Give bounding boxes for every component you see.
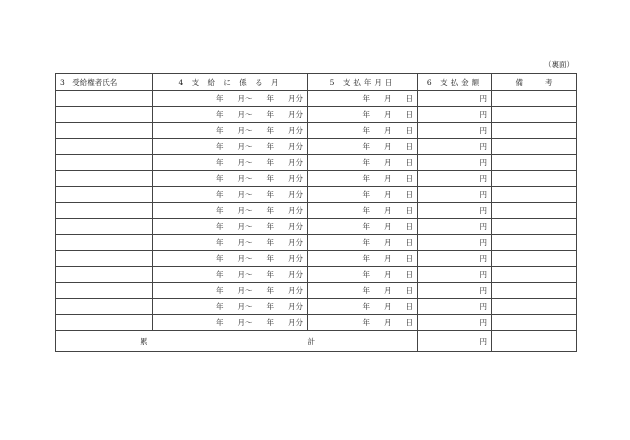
pay-month: 月 <box>384 94 392 103</box>
pay-day: 日 <box>405 302 413 311</box>
period-year-to: 年 <box>266 222 274 231</box>
payment-date-cell[interactable] <box>308 155 418 171</box>
recipient-name-cell[interactable] <box>56 123 153 139</box>
period-year-to: 年 <box>266 286 274 295</box>
remarks-cell[interactable] <box>492 251 577 267</box>
period-year: 年 <box>216 286 224 295</box>
payment-amount-cell[interactable]: 円 <box>418 155 492 171</box>
table-row <box>56 219 577 235</box>
pay-year: 年 <box>362 286 370 295</box>
pay-year: 年 <box>362 206 370 215</box>
table-row <box>56 299 577 315</box>
period-year: 年 <box>216 126 224 135</box>
table-row <box>56 267 577 283</box>
period-month-to: 月分 <box>288 222 303 231</box>
payment-date-cell[interactable] <box>308 235 418 251</box>
payment-period-cell[interactable] <box>153 91 308 107</box>
pay-year: 年 <box>362 270 370 279</box>
period-year: 年 <box>216 238 224 247</box>
period-month-from: 月～ <box>237 302 253 311</box>
table-row <box>56 235 577 251</box>
header-payment-amount: 6 支払金額 <box>418 74 492 91</box>
remarks-cell[interactable] <box>492 187 577 203</box>
pay-month: 月 <box>384 206 392 215</box>
pay-year: 年 <box>362 158 370 167</box>
period-month-to: 月分 <box>288 302 303 311</box>
payment-amount-cell[interactable]: 円 <box>418 91 492 107</box>
remarks-cell[interactable] <box>492 123 577 139</box>
period-month-from: 月～ <box>237 286 253 295</box>
pay-year: 年 <box>362 238 370 247</box>
pay-month: 月 <box>384 222 392 231</box>
table-row <box>56 283 577 299</box>
period-month-to: 月分 <box>288 270 303 279</box>
payment-date-cell[interactable] <box>308 267 418 283</box>
pay-day: 日 <box>405 222 413 231</box>
pay-day: 日 <box>405 286 413 295</box>
pay-year: 年 <box>362 94 370 103</box>
period-month-from: 月～ <box>237 126 253 135</box>
table-row <box>56 171 577 187</box>
recipient-name-cell[interactable] <box>56 139 153 155</box>
payment-period-cell[interactable] <box>153 219 308 235</box>
payment-amount-cell[interactable]: 円 <box>418 203 492 219</box>
payment-period-cell[interactable] <box>153 251 308 267</box>
period-year: 年 <box>216 222 224 231</box>
pay-year: 年 <box>362 302 370 311</box>
payment-ledger-table <box>55 73 577 352</box>
period-month-from: 月～ <box>237 318 253 327</box>
total-label-char-2: 計 <box>307 336 315 346</box>
period-month-to: 月分 <box>288 126 303 135</box>
table-row <box>56 107 577 123</box>
period-month-to: 月分 <box>288 94 303 103</box>
remarks-cell[interactable] <box>492 299 577 315</box>
pay-month: 月 <box>384 302 392 311</box>
recipient-name-cell[interactable] <box>56 91 153 107</box>
payment-date-cell[interactable] <box>308 123 418 139</box>
payment-period-cell[interactable] <box>153 139 308 155</box>
payment-period-cell[interactable] <box>153 235 308 251</box>
payment-date-cell[interactable] <box>308 171 418 187</box>
total-amount-cell[interactable]: 円 <box>418 331 492 352</box>
period-year-to: 年 <box>266 142 274 151</box>
payment-amount-cell[interactable]: 円 <box>418 139 492 155</box>
period-year-to: 年 <box>266 302 274 311</box>
recipient-name-cell[interactable] <box>56 187 153 203</box>
remarks-cell[interactable] <box>492 219 577 235</box>
period-year-to: 年 <box>266 126 274 135</box>
table-row <box>56 155 577 171</box>
payment-amount-cell[interactable]: 円 <box>418 267 492 283</box>
period-month-from: 月～ <box>237 206 253 215</box>
period-year-to: 年 <box>266 94 274 103</box>
pay-day: 日 <box>405 190 413 199</box>
recipient-name-cell[interactable] <box>56 219 153 235</box>
period-year-to: 年 <box>266 190 274 199</box>
header-payment-date: 5 支払年月日 <box>308 74 418 91</box>
header-row <box>56 74 577 91</box>
payment-amount-cell[interactable]: 円 <box>418 235 492 251</box>
payment-period-cell[interactable] <box>153 203 308 219</box>
pay-month: 月 <box>384 254 392 263</box>
pay-month: 月 <box>384 238 392 247</box>
total-remarks-cell[interactable] <box>492 331 577 352</box>
period-year: 年 <box>216 254 224 263</box>
remarks-cell[interactable] <box>492 155 577 171</box>
payment-date-cell[interactable] <box>308 299 418 315</box>
header-recipient-name: 3 受給権者氏名 <box>56 74 153 91</box>
payment-date-cell[interactable] <box>308 203 418 219</box>
period-year: 年 <box>216 206 224 215</box>
period-month-to: 月分 <box>288 142 303 151</box>
remarks-cell[interactable] <box>492 107 577 123</box>
remarks-cell[interactable] <box>492 171 577 187</box>
period-year-to: 年 <box>266 174 274 183</box>
period-year-to: 年 <box>266 318 274 327</box>
payment-period-cell[interactable] <box>153 123 308 139</box>
period-year: 年 <box>216 190 224 199</box>
pay-year: 年 <box>362 126 370 135</box>
period-month-to: 月分 <box>288 238 303 247</box>
remarks-cell[interactable] <box>492 267 577 283</box>
remarks-cell[interactable] <box>492 203 577 219</box>
payment-period-cell[interactable] <box>153 155 308 171</box>
period-month-to: 月分 <box>288 286 303 295</box>
table-row <box>56 315 577 331</box>
pay-year: 年 <box>362 174 370 183</box>
payment-period-cell[interactable] <box>153 171 308 187</box>
period-year: 年 <box>216 302 224 311</box>
period-month-from: 月～ <box>237 254 253 263</box>
pay-day: 日 <box>405 318 413 327</box>
pay-day: 日 <box>405 254 413 263</box>
header-remarks-char-1: 備 <box>515 77 523 87</box>
remarks-cell[interactable] <box>492 315 577 331</box>
period-month-from: 月～ <box>237 158 253 167</box>
payment-period-cell[interactable] <box>153 299 308 315</box>
period-year-to: 年 <box>266 238 274 247</box>
payment-amount-cell[interactable]: 円 <box>418 315 492 331</box>
period-year-to: 年 <box>266 110 274 119</box>
pay-day: 日 <box>405 206 413 215</box>
period-month-to: 月分 <box>288 206 303 215</box>
remarks-cell[interactable] <box>492 139 577 155</box>
pay-day: 日 <box>405 270 413 279</box>
payment-period-cell[interactable] <box>153 267 308 283</box>
payment-amount-cell[interactable]: 円 <box>418 123 492 139</box>
payment-amount-cell[interactable]: 円 <box>418 187 492 203</box>
period-year: 年 <box>216 318 224 327</box>
pay-day: 日 <box>405 94 413 103</box>
recipient-name-cell[interactable] <box>56 251 153 267</box>
period-month-to: 月分 <box>288 190 303 199</box>
period-month-from: 月～ <box>237 222 253 231</box>
period-year-to: 年 <box>266 254 274 263</box>
page-side-label: （裏面） <box>544 60 574 69</box>
period-month-to: 月分 <box>288 318 303 327</box>
table-row <box>56 139 577 155</box>
pay-month: 月 <box>384 142 392 151</box>
total-row <box>56 331 577 352</box>
payment-date-cell[interactable] <box>308 107 418 123</box>
payment-period-cell[interactable] <box>153 315 308 331</box>
pay-year: 年 <box>362 110 370 119</box>
pay-day: 日 <box>405 126 413 135</box>
pay-day: 日 <box>405 238 413 247</box>
period-month-from: 月～ <box>237 238 253 247</box>
period-year: 年 <box>216 110 224 119</box>
payment-date-cell[interactable] <box>308 91 418 107</box>
period-month-from: 月～ <box>237 190 253 199</box>
pay-year: 年 <box>362 254 370 263</box>
period-month-to: 月分 <box>288 254 303 263</box>
payment-period-cell[interactable] <box>153 283 308 299</box>
pay-year: 年 <box>362 318 370 327</box>
pay-month: 月 <box>384 126 392 135</box>
pay-month: 月 <box>384 286 392 295</box>
period-month-from: 月～ <box>237 174 253 183</box>
period-month-to: 月分 <box>288 174 303 183</box>
pay-year: 年 <box>362 222 370 231</box>
payment-date-cell[interactable] <box>308 219 418 235</box>
pay-month: 月 <box>384 270 392 279</box>
payment-period-cell[interactable] <box>153 187 308 203</box>
recipient-name-cell[interactable] <box>56 107 153 123</box>
period-month-to: 月分 <box>288 158 303 167</box>
period-year-to: 年 <box>266 206 274 215</box>
remarks-cell[interactable] <box>492 283 577 299</box>
recipient-name-cell[interactable] <box>56 299 153 315</box>
total-label-cell <box>56 331 418 352</box>
payment-date-cell[interactable] <box>308 187 418 203</box>
remarks-cell[interactable] <box>492 235 577 251</box>
table-row <box>56 123 577 139</box>
pay-year: 年 <box>362 190 370 199</box>
period-month-to: 月分 <box>288 110 303 119</box>
payment-date-cell[interactable] <box>308 251 418 267</box>
header-remarks-char-2: 考 <box>545 77 553 87</box>
pay-month: 月 <box>384 318 392 327</box>
pay-day: 日 <box>405 174 413 183</box>
pay-month: 月 <box>384 174 392 183</box>
payment-amount-cell[interactable]: 円 <box>418 283 492 299</box>
remarks-cell[interactable] <box>492 91 577 107</box>
pay-year: 年 <box>362 142 370 151</box>
pay-day: 日 <box>405 142 413 151</box>
pay-month: 月 <box>384 158 392 167</box>
recipient-name-cell[interactable] <box>56 155 153 171</box>
recipient-name-cell[interactable] <box>56 171 153 187</box>
pay-day: 日 <box>405 110 413 119</box>
recipient-name-cell[interactable] <box>56 203 153 219</box>
table-row <box>56 91 577 107</box>
period-year-to: 年 <box>266 158 274 167</box>
period-month-from: 月～ <box>237 94 253 103</box>
period-year: 年 <box>216 94 224 103</box>
payment-date-cell[interactable] <box>308 315 418 331</box>
period-month-from: 月～ <box>237 110 253 119</box>
payment-amount-cell[interactable]: 円 <box>418 219 492 235</box>
period-year: 年 <box>216 142 224 151</box>
payment-amount-cell[interactable]: 円 <box>418 171 492 187</box>
total-label-char-1: 累 <box>140 336 148 346</box>
header-remarks <box>492 74 577 91</box>
payment-amount-cell[interactable]: 円 <box>418 107 492 123</box>
period-year: 年 <box>216 270 224 279</box>
payment-amount-cell[interactable]: 円 <box>418 299 492 315</box>
payment-amount-cell[interactable]: 円 <box>418 251 492 267</box>
pay-month: 月 <box>384 110 392 119</box>
table-row <box>56 251 577 267</box>
payment-period-cell[interactable] <box>153 107 308 123</box>
pay-day: 日 <box>405 158 413 167</box>
recipient-name-cell[interactable] <box>56 283 153 299</box>
period-year: 年 <box>216 158 224 167</box>
recipient-name-cell[interactable] <box>56 267 153 283</box>
period-year: 年 <box>216 174 224 183</box>
header-payment-period: 4 支 給 に 係 る 月 <box>153 74 308 91</box>
period-month-from: 月～ <box>237 142 253 151</box>
payment-date-cell[interactable] <box>308 283 418 299</box>
recipient-name-cell[interactable] <box>56 235 153 251</box>
period-year-to: 年 <box>266 270 274 279</box>
table-row <box>56 203 577 219</box>
period-month-from: 月～ <box>237 270 253 279</box>
recipient-name-cell[interactable] <box>56 315 153 331</box>
table-row <box>56 187 577 203</box>
payment-date-cell[interactable] <box>308 139 418 155</box>
pay-month: 月 <box>384 190 392 199</box>
